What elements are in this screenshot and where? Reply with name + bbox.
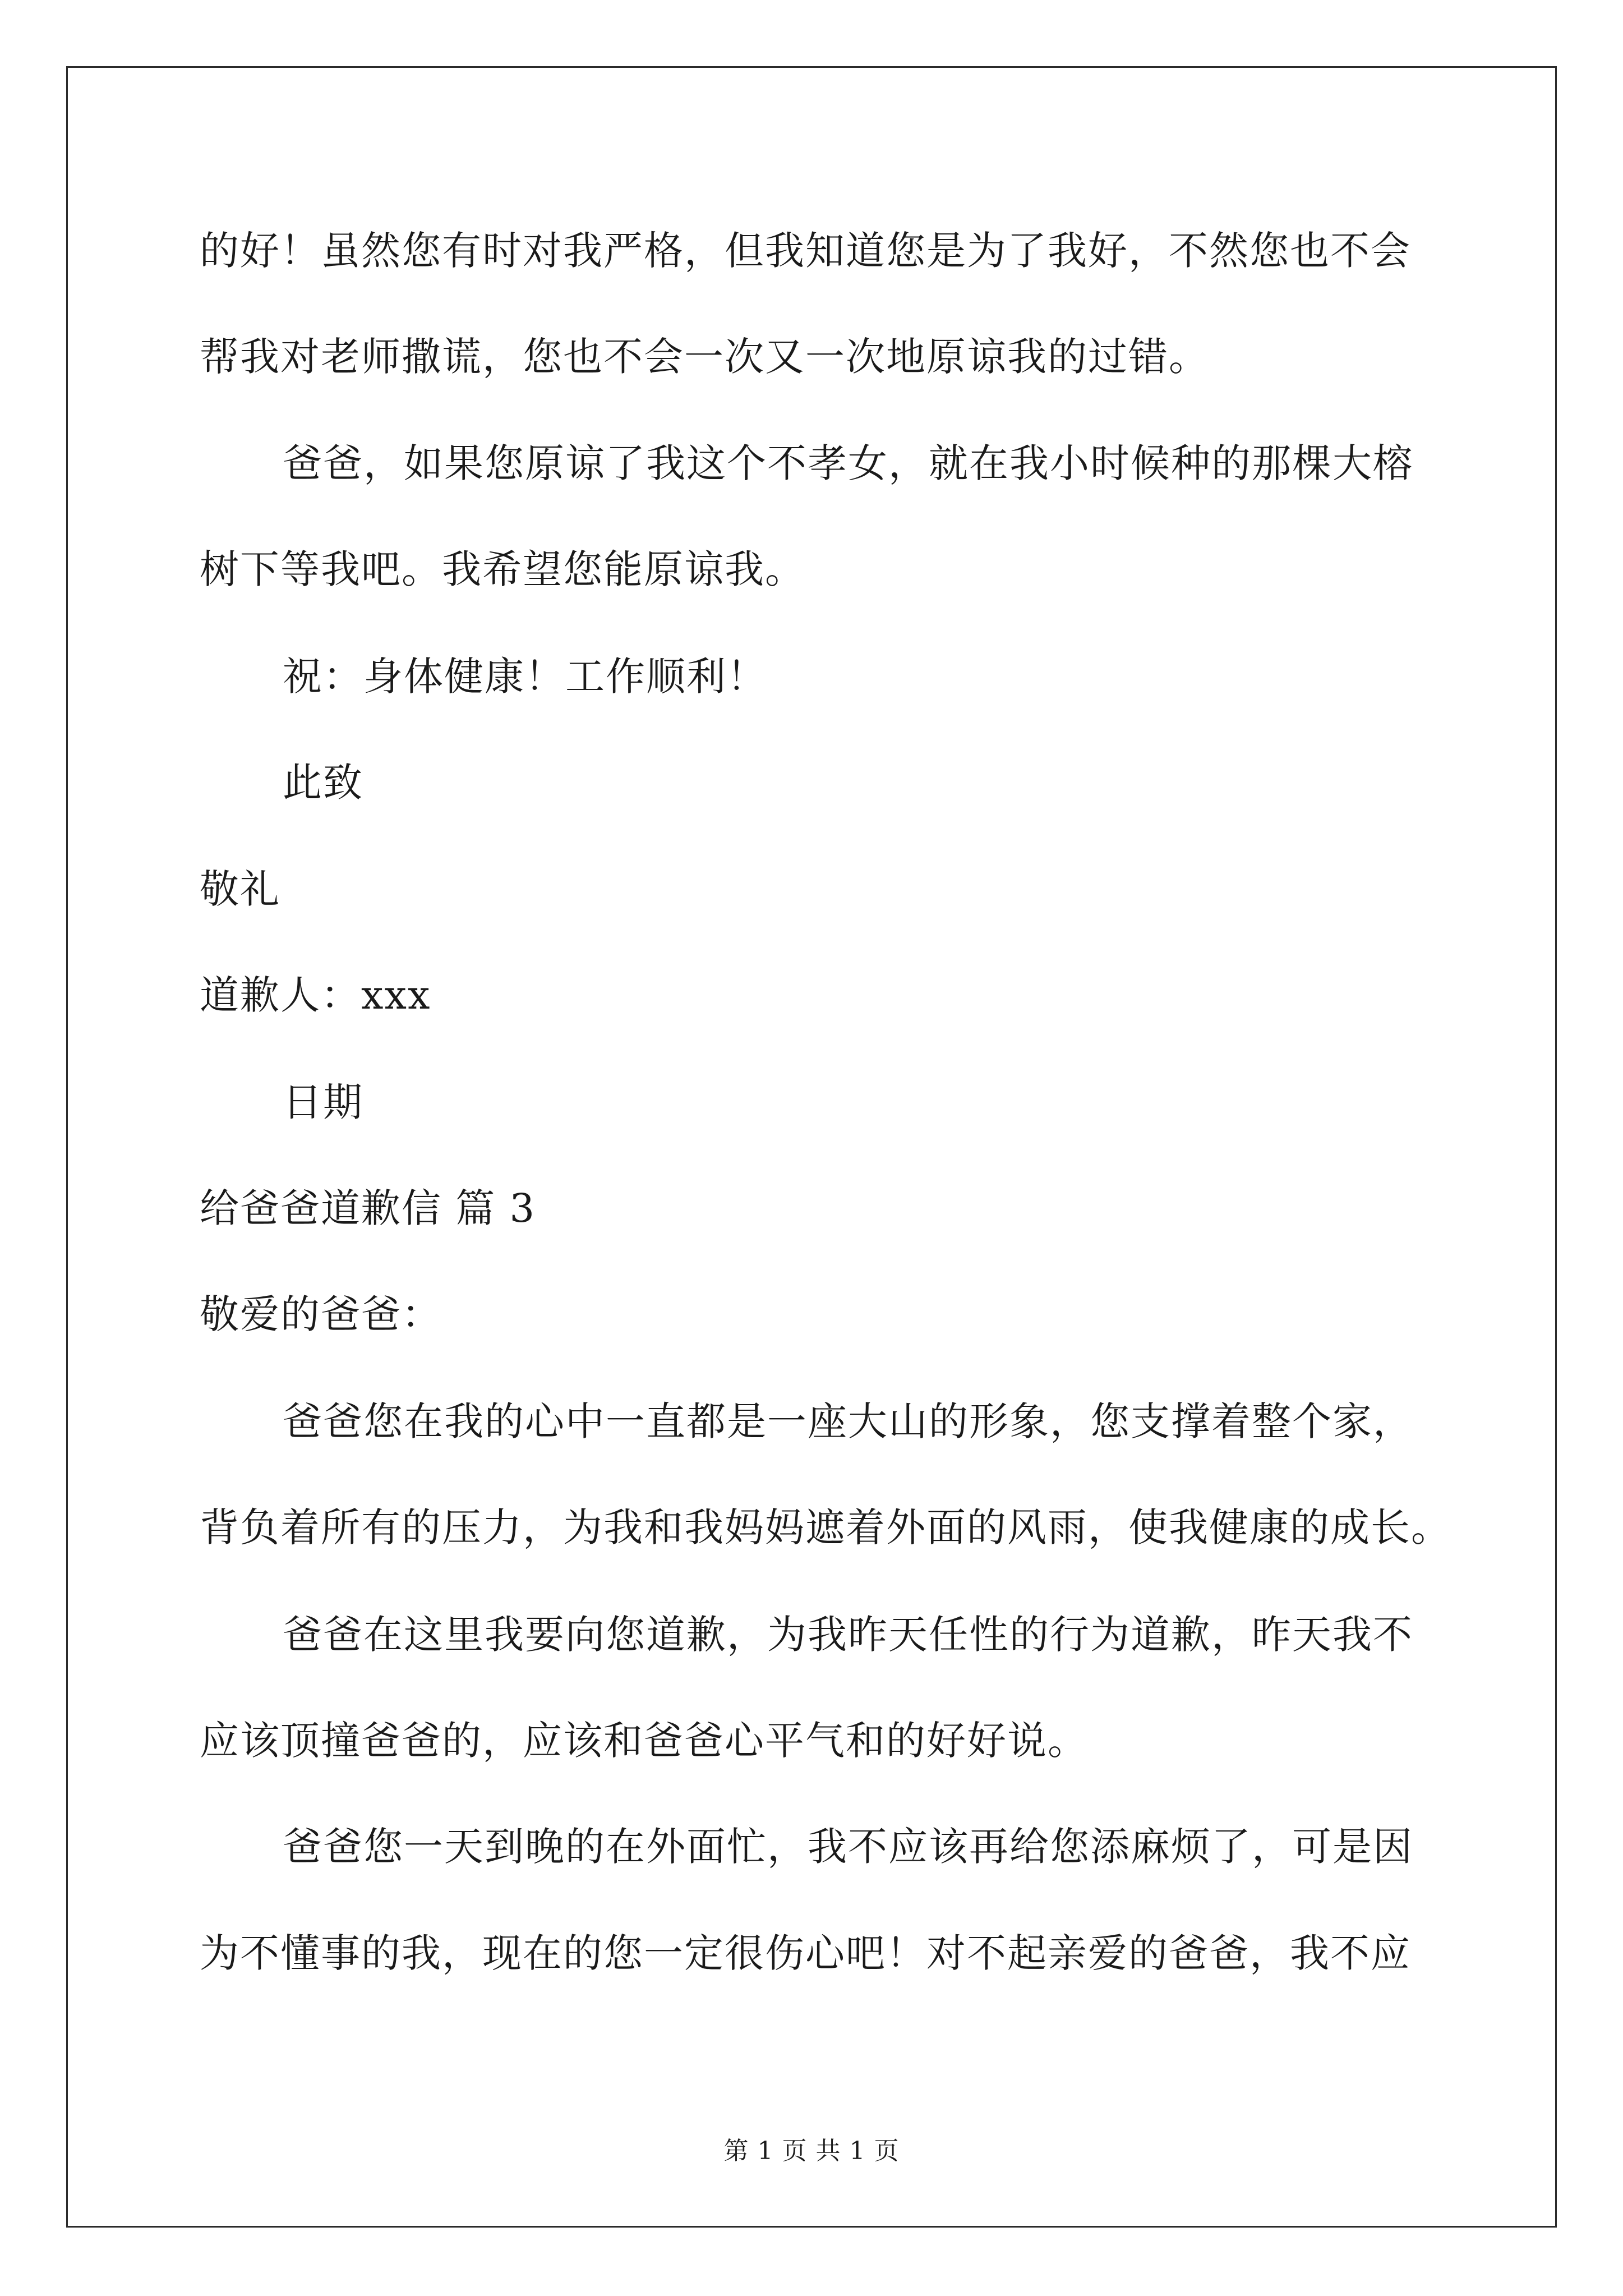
text-line: 此致 [283, 760, 363, 806]
text-line: 的好！虽然您有时对我严格，但我知道您是为了我好，不然您也不会 [200, 228, 1411, 274]
text-line: 敬礼 [200, 866, 280, 912]
text-line: 爸爸您一天到晚的在外面忙，我不应该再给您添麻烦了，可是因 [283, 1824, 1413, 1870]
text-line: 树下等我吧。我希望您能原谅我。 [200, 546, 805, 592]
page-border [66, 66, 1557, 2228]
text-line: 日期 [283, 1079, 363, 1125]
text-line: 为不懂事的我，现在的您一定很伤心吧！对不起亲爱的爸爸，我不应 [200, 1930, 1411, 1976]
text-line: 爸爸，如果您原谅了我这个不孝女，就在我小时候种的那棵大榕 [283, 440, 1413, 486]
text-line: 爸爸在这里我要向您道歉，为我昨天任性的行为道歉，昨天我不 [283, 1612, 1413, 1658]
text-line: 背负着所有的压力，为我和我妈妈遮着外面的风雨，使我健康的成长。 [200, 1504, 1451, 1550]
text-line: 帮我对老师撒谎，您也不会一次又一次地原谅我的过错。 [200, 334, 1209, 380]
text-line: 道歉人：xxx [200, 972, 431, 1018]
salutation: 敬爱的爸爸： [200, 1291, 442, 1337]
text-line: 祝：身体健康！工作顺利！ [283, 654, 767, 700]
text-line: 应该顶撞爸爸的，应该和爸爸心平气和的好好说。 [200, 1718, 1088, 1764]
page-footer: 第 1 页 共 1 页 [723, 2137, 900, 2165]
section-heading: 给爸爸道歉信 篇 3 [200, 1185, 536, 1231]
text-line: 爸爸您在我的心中一直都是一座大山的形象，您支撑着整个家， [283, 1398, 1413, 1444]
